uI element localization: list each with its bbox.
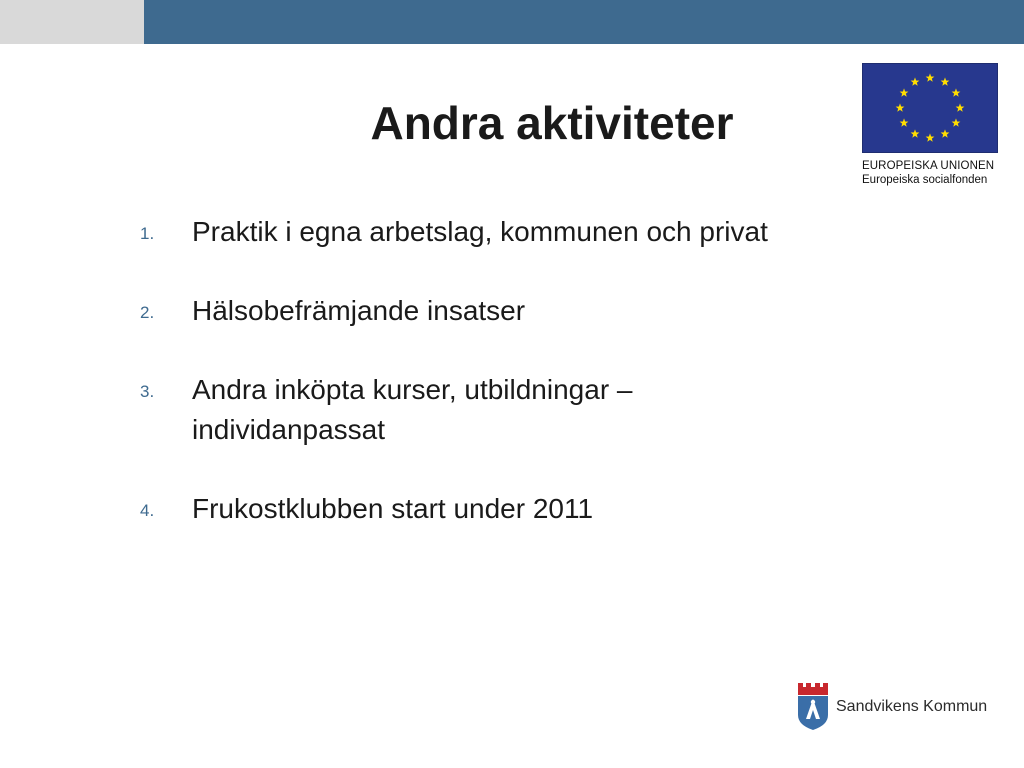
list-item	[140, 489, 920, 529]
eu-star-icon	[952, 118, 961, 126]
municipality-logo	[796, 683, 987, 731]
list-item-number: 3.	[140, 382, 155, 401]
activity-list	[140, 212, 920, 568]
list-item-text: Praktik i egna arbetslag, kommunen och privat	[192, 216, 768, 247]
eu-logo	[862, 63, 998, 187]
eu-star-icon	[952, 88, 961, 96]
list-item-number: 4.	[140, 501, 155, 520]
eu-star-icon	[900, 88, 909, 96]
eu-star-icon	[911, 129, 920, 137]
coat-of-arms-icon	[796, 683, 830, 731]
header-bar-blue	[144, 0, 1024, 44]
eu-star-icon	[926, 133, 935, 141]
eu-star-icon	[896, 103, 905, 111]
list-item	[140, 212, 920, 252]
eu-flag-icon	[862, 63, 998, 153]
list-item-text: Frukostklubben start under 2011	[192, 493, 594, 524]
eu-star-icon	[941, 77, 950, 85]
list-item-number: 2.	[140, 303, 155, 322]
municipality-name: Sandvikens Kommun	[836, 698, 988, 715]
eu-star-icon	[926, 73, 935, 81]
list-item	[140, 291, 920, 331]
list-item-text: Hälsobefrämjande insatser	[192, 295, 526, 326]
list-item-number: 1.	[140, 224, 155, 243]
list-item-text: Andra inköpta kurser, utbildningar – individanpassat	[192, 374, 633, 445]
eu-logo-subtitle: Europeiska socialfonden	[862, 174, 988, 186]
list-item	[140, 370, 792, 450]
eu-logo-title: EUROPEISKA UNIONEN	[862, 160, 995, 172]
eu-star-icon	[956, 103, 965, 111]
eu-star-icon	[941, 129, 950, 137]
eu-star-icon	[900, 118, 909, 126]
eu-star-icon	[911, 77, 920, 85]
slide-title: Andra aktiviteter	[370, 97, 734, 149]
header-bar-grey	[0, 0, 144, 44]
